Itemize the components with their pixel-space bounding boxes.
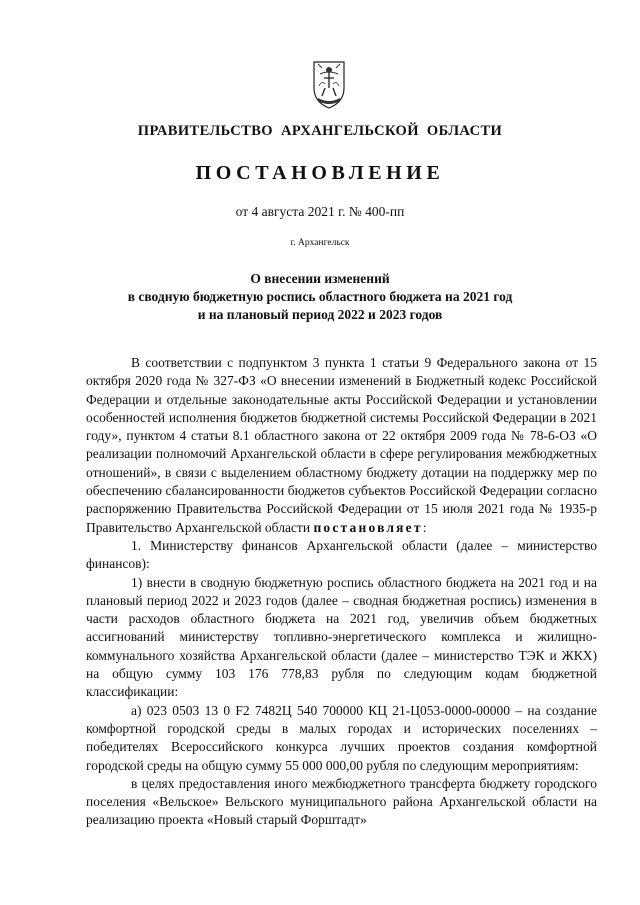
preamble-text: В соответствии с подпунктом 3 пункта 1 статьи 9 Федерального закона от 15 октября 2020 года № 327-ФЗ «О внесении изменений в Бюджетный кодекс Российской Федерации и отдельные законодательные акты Российской Федерации и установлении особенностей исполнения бюджетов бюджетной системы Российской Федерации в 2021 году», пунктом 4 статьи 8.1 областного закона от 22 октября 2009 года № 78-6-ОЗ «О реализации полномочий Архангельской области в сфере регулирования межбюджетных отношений», в связи с выделением областному бюджету дотации на поддержку мер по обеспечению сбалансированности бюджетов субъектов Российской Федерации согласно распоряжению Правительства Российской Федерации от 15 июля 2021 года № 1935-р Правительство Архангельской области bbox=[86, 355, 597, 535]
paragraph-item-1: 1. Министерству финансов Архангельской области (далее – министерство финансов): bbox=[86, 537, 597, 572]
document-body bbox=[86, 354, 597, 830]
government-name: ПРАВИТЕЛЬСТВО АРХАНГЕЛЬСКОЙ ОБЛАСТИ bbox=[137, 123, 503, 139]
document-subject bbox=[60, 270, 580, 324]
subject-line: и на плановый период 2022 и 2023 годов bbox=[197, 307, 443, 322]
subject-line: О внесении изменений bbox=[250, 271, 390, 286]
paragraph-measure: в целях предоставления иного межбюджетного трансферта бюджету городского поселения «Вельское» Вельского муниципального района Архангельской области на реализацию проекта «Новый старый Форштадт» bbox=[86, 775, 597, 828]
date-number: от 4 августа 2021 г. № 400-пп bbox=[235, 204, 405, 219]
paragraph-preamble bbox=[86, 354, 597, 537]
city: г. Архангельск bbox=[290, 238, 350, 248]
resolves-word: постановляет bbox=[313, 519, 423, 535]
subject-line: в сводную бюджетную роспись областного бюджета на 2021 год bbox=[127, 289, 513, 304]
resolves-colon: : bbox=[422, 519, 427, 535]
coat-of-arms-icon bbox=[312, 58, 346, 110]
paragraph-subitem-a: а) 023 0503 13 0 F2 7482Ц 540 700000 КЦ 21-Ц053-0000-00000 – на создание комфортной городской среды в малых городах и исторических поселениях – победителях Всероссийского конкурса лучших проектов создания комфортной городской среды на общую сумму 55 000 000,00 рубля по следующим мероприятиям: bbox=[86, 702, 597, 773]
paragraph-subitem-1: 1) внести в сводную бюджетную роспись областного бюджета на 2021 год и на плановый период 2022 и 2023 годов (далее – сводная бюджетная роспись) изменения в части расходов областного бюджета на 2021 год, увеличив объем бюджетных ассигнований министерству топливно-энергетического комплекса и жилищно-коммунального хозяйства Архангельской области (далее – министерство ТЭК и ЖКХ) на общую сумму 103 176 778,83 рубля по следующим кодам бюджетной классификации: bbox=[86, 574, 597, 700]
document-type: ПОСТАНОВЛЕНИЕ bbox=[195, 162, 445, 184]
